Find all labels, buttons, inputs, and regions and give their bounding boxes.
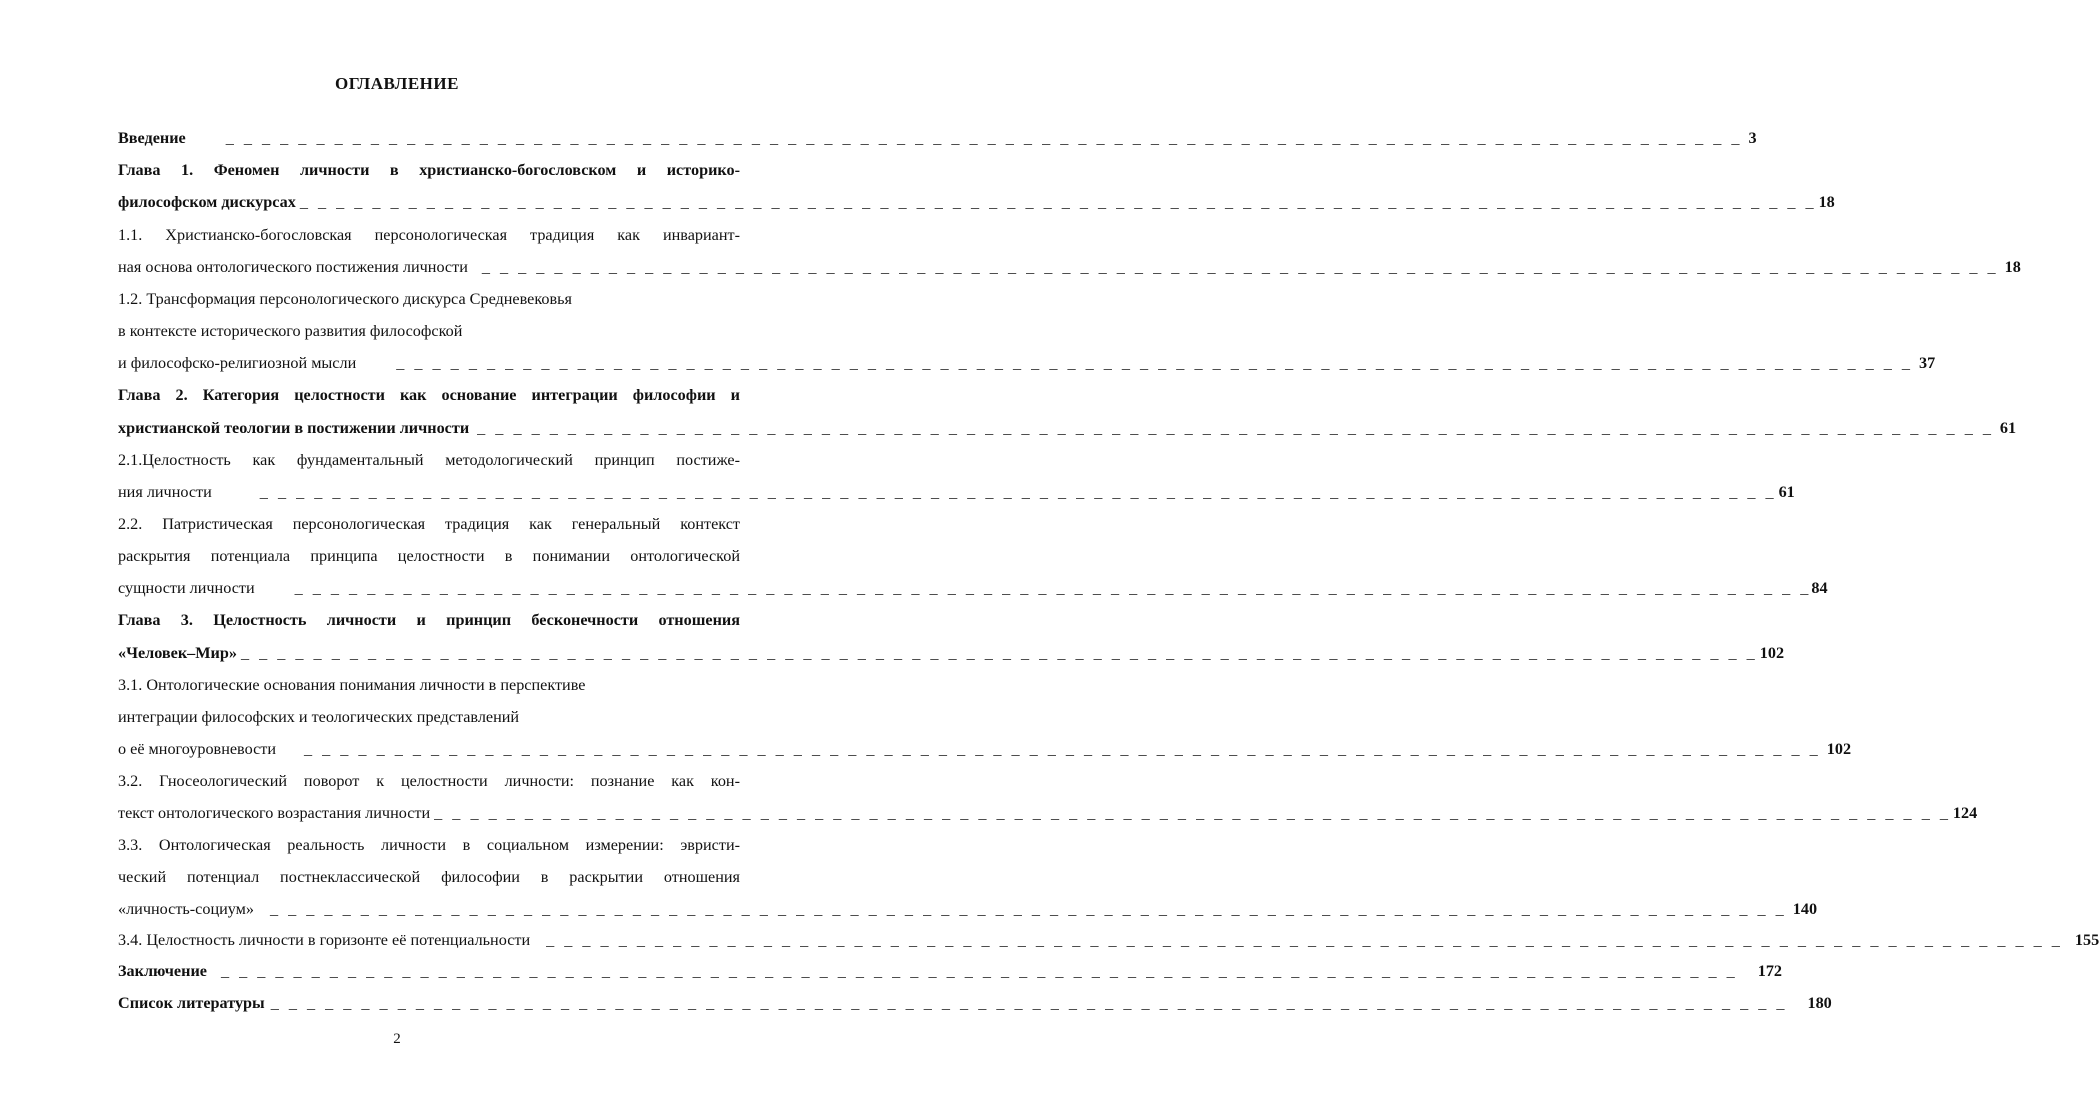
toc-page-number: 37 bbox=[1919, 354, 1936, 372]
toc-page-number: 61 bbox=[1999, 419, 2017, 437]
toc-entry-title: Список литературы bbox=[118, 994, 265, 1012]
toc-entry-s11-line1[interactable]: 1.1. Христианско-богословская персонологическая традиция как инвариант- bbox=[118, 226, 740, 244]
dot-leader: _ _ _ _ _ _ _ _ _ _ _ _ _ _ _ _ _ _ _ _ _ _ _ _ _ _ _ _ _ _ _ _ _ _ _ _ _ _ _ _ _ _ _ _ _ _ _ _ _ _ _ _ _ _ _ _ _ _ _ _ _ _ _ _ _ _ _ _ _ _ _ _ _ _ _ _ _ _ _ _ _ _ _ _ bbox=[294, 579, 1812, 597]
toc-page-number: 172 bbox=[1757, 962, 1782, 980]
toc-entry-title: Введение bbox=[118, 129, 186, 147]
toc-entry-text: интеграции философских и теологических представлений bbox=[118, 708, 520, 726]
toc-entry-title: ная основа онтологического постижения личности bbox=[118, 258, 468, 276]
toc-page-number: 102 bbox=[1759, 644, 1785, 662]
toc-entry-title: и философско-религиозной мысли bbox=[118, 354, 357, 372]
toc-page-number: 18 bbox=[2004, 258, 2021, 276]
dot-leader: _ _ _ _ _ _ _ _ _ _ _ _ _ _ _ _ _ _ _ _ _ _ _ _ _ _ _ _ _ _ _ _ _ _ _ _ _ _ _ _ _ _ _ _ _ _ _ _ _ _ _ _ _ _ _ _ _ _ _ _ _ _ _ _ _ _ _ _ _ _ _ _ _ _ _ _ _ _ _ _ _ _ _ _ bbox=[240, 644, 1758, 662]
dot-leader: _ _ _ _ _ _ _ _ _ _ _ _ _ _ _ _ _ _ _ _ _ _ _ _ _ _ _ _ _ _ _ _ _ _ _ _ _ _ _ _ _ _ _ _ _ _ _ _ _ _ _ _ _ _ _ _ _ _ _ _ _ _ _ _ _ _ _ _ _ _ _ _ _ _ _ _ _ _ _ _ _ _ _ _ bbox=[304, 740, 1821, 758]
toc-entry-conclusion[interactable] bbox=[118, 962, 1782, 990]
toc-entry-s32-line1[interactable]: 3.2. Гносеологический поворот к целостности личности: познание как кон- bbox=[118, 772, 740, 790]
toc-entry-title: 3.4. Целостность личности в горизонте её потенциальности bbox=[118, 931, 531, 949]
toc-entry-s12[interactable] bbox=[118, 354, 1936, 382]
dot-leader: _ _ _ _ _ _ _ _ _ _ _ _ _ _ _ _ _ _ _ _ _ _ _ _ _ _ _ _ _ _ _ _ _ _ _ _ _ _ _ _ _ _ _ _ _ _ _ _ _ _ _ _ _ _ _ _ _ _ _ _ _ _ _ _ _ _ _ _ _ _ _ _ _ _ _ _ _ _ _ _ _ _ _ _ bbox=[481, 258, 1999, 276]
toc-entry-s33[interactable] bbox=[118, 900, 1818, 928]
toc-entry-s21-line1[interactable]: 2.1.Целостность как фундаментальный методологический принцип постиже- bbox=[118, 451, 740, 469]
dot-leader: _ _ _ _ _ _ _ _ _ _ _ _ _ _ _ _ _ _ _ _ _ _ _ _ _ _ _ _ _ _ _ _ _ _ _ _ _ _ _ _ _ _ _ _ _ _ _ _ _ _ _ _ _ _ _ _ _ _ _ _ _ _ _ _ _ _ _ _ _ _ _ _ _ _ _ _ _ _ _ _ _ _ _ _ bbox=[270, 900, 1787, 918]
toc-entry-s11[interactable] bbox=[118, 258, 2021, 286]
page-number: 2 bbox=[393, 1031, 401, 1047]
dot-leader: _ _ _ _ _ _ _ _ _ _ _ _ _ _ _ _ _ _ _ _ _ _ _ _ _ _ _ _ _ _ _ _ _ _ _ _ _ _ _ _ _ _ _ _ _ _ _ _ _ _ _ _ _ _ _ _ _ _ _ _ _ _ _ _ _ _ _ _ _ _ _ _ _ _ _ _ _ _ _ _ _ _ _ _ bbox=[396, 354, 1914, 372]
toc-entry-text: 1.2. Трансформация персонологического дискурса Средневековья bbox=[118, 290, 572, 308]
dot-leader: _ _ _ _ _ _ _ _ _ _ _ _ _ _ _ _ _ _ _ _ _ _ _ _ _ _ _ _ _ _ _ _ _ _ _ _ _ _ _ _ _ _ _ _ _ _ _ _ _ _ _ _ _ _ _ _ _ _ _ _ _ _ _ _ _ _ _ _ _ _ _ _ _ _ _ _ _ _ _ _ _ _ _ _ bbox=[259, 483, 1777, 501]
toc-page-number: 18 bbox=[1818, 193, 1835, 211]
dot-leader: _ _ _ _ _ _ _ _ _ _ _ _ _ _ _ _ _ _ _ _ _ _ _ _ _ _ _ _ _ _ _ _ _ _ _ _ _ _ _ _ _ _ _ _ _ _ _ _ _ _ _ _ _ _ _ _ _ _ _ _ _ _ _ _ _ _ _ _ _ _ _ _ _ _ _ _ _ _ _ _ _ _ _ _ bbox=[225, 129, 1743, 147]
toc-entry-title: философском дискурсах bbox=[118, 193, 296, 211]
toc-entry-s12-line1[interactable] bbox=[118, 290, 740, 318]
toc-page-number: 102 bbox=[1826, 740, 1852, 758]
dot-leader: _ _ _ _ _ _ _ _ _ _ _ _ _ _ _ _ _ _ _ _ _ _ _ _ _ _ _ _ _ _ _ _ _ _ _ _ _ _ _ _ _ _ _ _ _ _ _ _ _ _ _ _ _ _ _ _ _ _ _ _ _ _ _ _ _ _ _ _ _ _ _ _ _ _ _ _ _ _ _ _ _ _ _ _ bbox=[299, 193, 1817, 211]
toc-page-number: 124 bbox=[1952, 804, 1978, 822]
toc-page-number: 84 bbox=[1811, 579, 1828, 597]
toc-page-number: 180 bbox=[1807, 994, 1832, 1012]
toc-entry-s34[interactable] bbox=[118, 931, 2099, 959]
toc-entry-ch1-line1[interactable]: Глава 1. Феномен личности в христианско-богословском и историко- bbox=[118, 161, 740, 179]
toc-entry-title: христианской теологии в постижении личности bbox=[118, 419, 470, 437]
toc-page-number: 61 bbox=[1778, 483, 1795, 501]
toc-entry-title: «личность-социум» bbox=[118, 900, 254, 918]
toc-page-number: 155 bbox=[2074, 931, 2099, 949]
toc-heading: ОГЛАВЛЕНИЕ bbox=[335, 74, 459, 93]
toc-entry-s22[interactable] bbox=[118, 579, 1828, 607]
toc-entry-ch2-line1[interactable]: Глава 2. Категория целостности как основание интеграции философии и bbox=[118, 386, 740, 404]
dot-leader: _ _ _ _ _ _ _ _ _ _ _ _ _ _ _ _ _ _ _ _ _ _ _ _ _ _ _ _ _ _ _ _ _ _ _ _ _ _ _ _ _ _ _ _ _ _ _ _ _ _ _ _ _ _ _ _ _ _ _ _ _ _ _ _ _ _ _ _ _ _ _ _ _ _ _ _ _ _ _ _ _ _ _ _ bbox=[220, 962, 1738, 980]
dot-leader: _ _ _ _ _ _ _ _ _ _ _ _ _ _ _ _ _ _ _ _ _ _ _ _ _ _ _ _ _ _ _ _ _ _ _ _ _ _ _ _ _ _ _ _ _ _ _ _ _ _ _ _ _ _ _ _ _ _ _ _ _ _ _ _ _ _ _ _ _ _ _ _ _ _ _ _ _ _ _ _ _ _ _ _ bbox=[546, 931, 2063, 949]
toc-entry-title: текст онтологического возрастания личности bbox=[118, 804, 431, 822]
toc-entry-s22-line2[interactable]: раскрытия потенциала принципа целостности в понимании онтологической bbox=[118, 547, 740, 565]
toc-entry-s21[interactable] bbox=[118, 483, 1795, 511]
toc-entry-s33-line1[interactable]: 3.3. Онтологическая реальность личности в социальном измерении: эвристи- bbox=[118, 836, 740, 854]
toc-page-number: 140 bbox=[1792, 900, 1818, 918]
toc-entry-ch3-line1[interactable]: Глава 3. Целостность личности и принцип бесконечности отношения bbox=[118, 611, 740, 629]
toc-entry-ch3[interactable] bbox=[118, 644, 1785, 672]
dot-leader: _ _ _ _ _ _ _ _ _ _ _ _ _ _ _ _ _ _ _ _ _ _ _ _ _ _ _ _ _ _ _ _ _ _ _ _ _ _ _ _ _ _ _ _ _ _ _ _ _ _ _ _ _ _ _ _ _ _ _ _ _ _ _ _ _ _ _ _ _ _ _ _ _ _ _ _ _ _ _ _ _ _ _ _ bbox=[434, 804, 1951, 822]
toc-page-number: 3 bbox=[1748, 129, 1757, 147]
toc-entry-s31[interactable] bbox=[118, 740, 1852, 768]
toc-entry-s33-line2[interactable]: ческий потенциал постнеклассической философии в раскрытии отношения bbox=[118, 868, 740, 886]
toc-entry-text: 3.1. Онтологические основания понимания личности в перспективе bbox=[118, 676, 586, 694]
toc-entry-ch1[interactable] bbox=[118, 193, 1835, 221]
toc-entry-title: Заключение bbox=[118, 962, 207, 980]
toc-entry-s12-line2[interactable] bbox=[118, 322, 740, 350]
toc-entry-text: в контексте исторического развития философской bbox=[118, 322, 463, 340]
dot-leader: _ _ _ _ _ _ _ _ _ _ _ _ _ _ _ _ _ _ _ _ _ _ _ _ _ _ _ _ _ _ _ _ _ _ _ _ _ _ _ _ _ _ _ _ _ _ _ _ _ _ _ _ _ _ _ _ _ _ _ _ _ _ _ _ _ _ _ _ _ _ _ _ _ _ _ _ _ _ _ _ _ _ _ _ bbox=[270, 994, 1788, 1012]
toc-entry-bibliography[interactable] bbox=[118, 994, 1832, 1022]
toc-entry-title: «Человек–Мир» bbox=[118, 644, 237, 662]
toc-entry-intro[interactable] bbox=[118, 129, 1757, 157]
toc-entry-s31-line1[interactable] bbox=[118, 676, 740, 704]
toc-entry-s32[interactable] bbox=[118, 804, 1978, 832]
toc-entry-title: сущности личности bbox=[118, 579, 255, 597]
toc-entry-title: ния личности bbox=[118, 483, 212, 501]
toc-entry-s31-line2[interactable] bbox=[118, 708, 740, 736]
dot-leader: _ _ _ _ _ _ _ _ _ _ _ _ _ _ _ _ _ _ _ _ _ _ _ _ _ _ _ _ _ _ _ _ _ _ _ _ _ _ _ _ _ _ _ _ _ _ _ _ _ _ _ _ _ _ _ _ _ _ _ _ _ _ _ _ _ _ _ _ _ _ _ _ _ _ _ _ _ _ _ _ _ _ _ _ bbox=[477, 419, 1994, 437]
toc-entry-ch2[interactable] bbox=[118, 419, 2017, 447]
toc-entry-s22-line1[interactable]: 2.2. Патристическая персонологическая традиция как генеральный контекст bbox=[118, 515, 740, 533]
toc-entry-title: о её многоуровневости bbox=[118, 740, 276, 758]
